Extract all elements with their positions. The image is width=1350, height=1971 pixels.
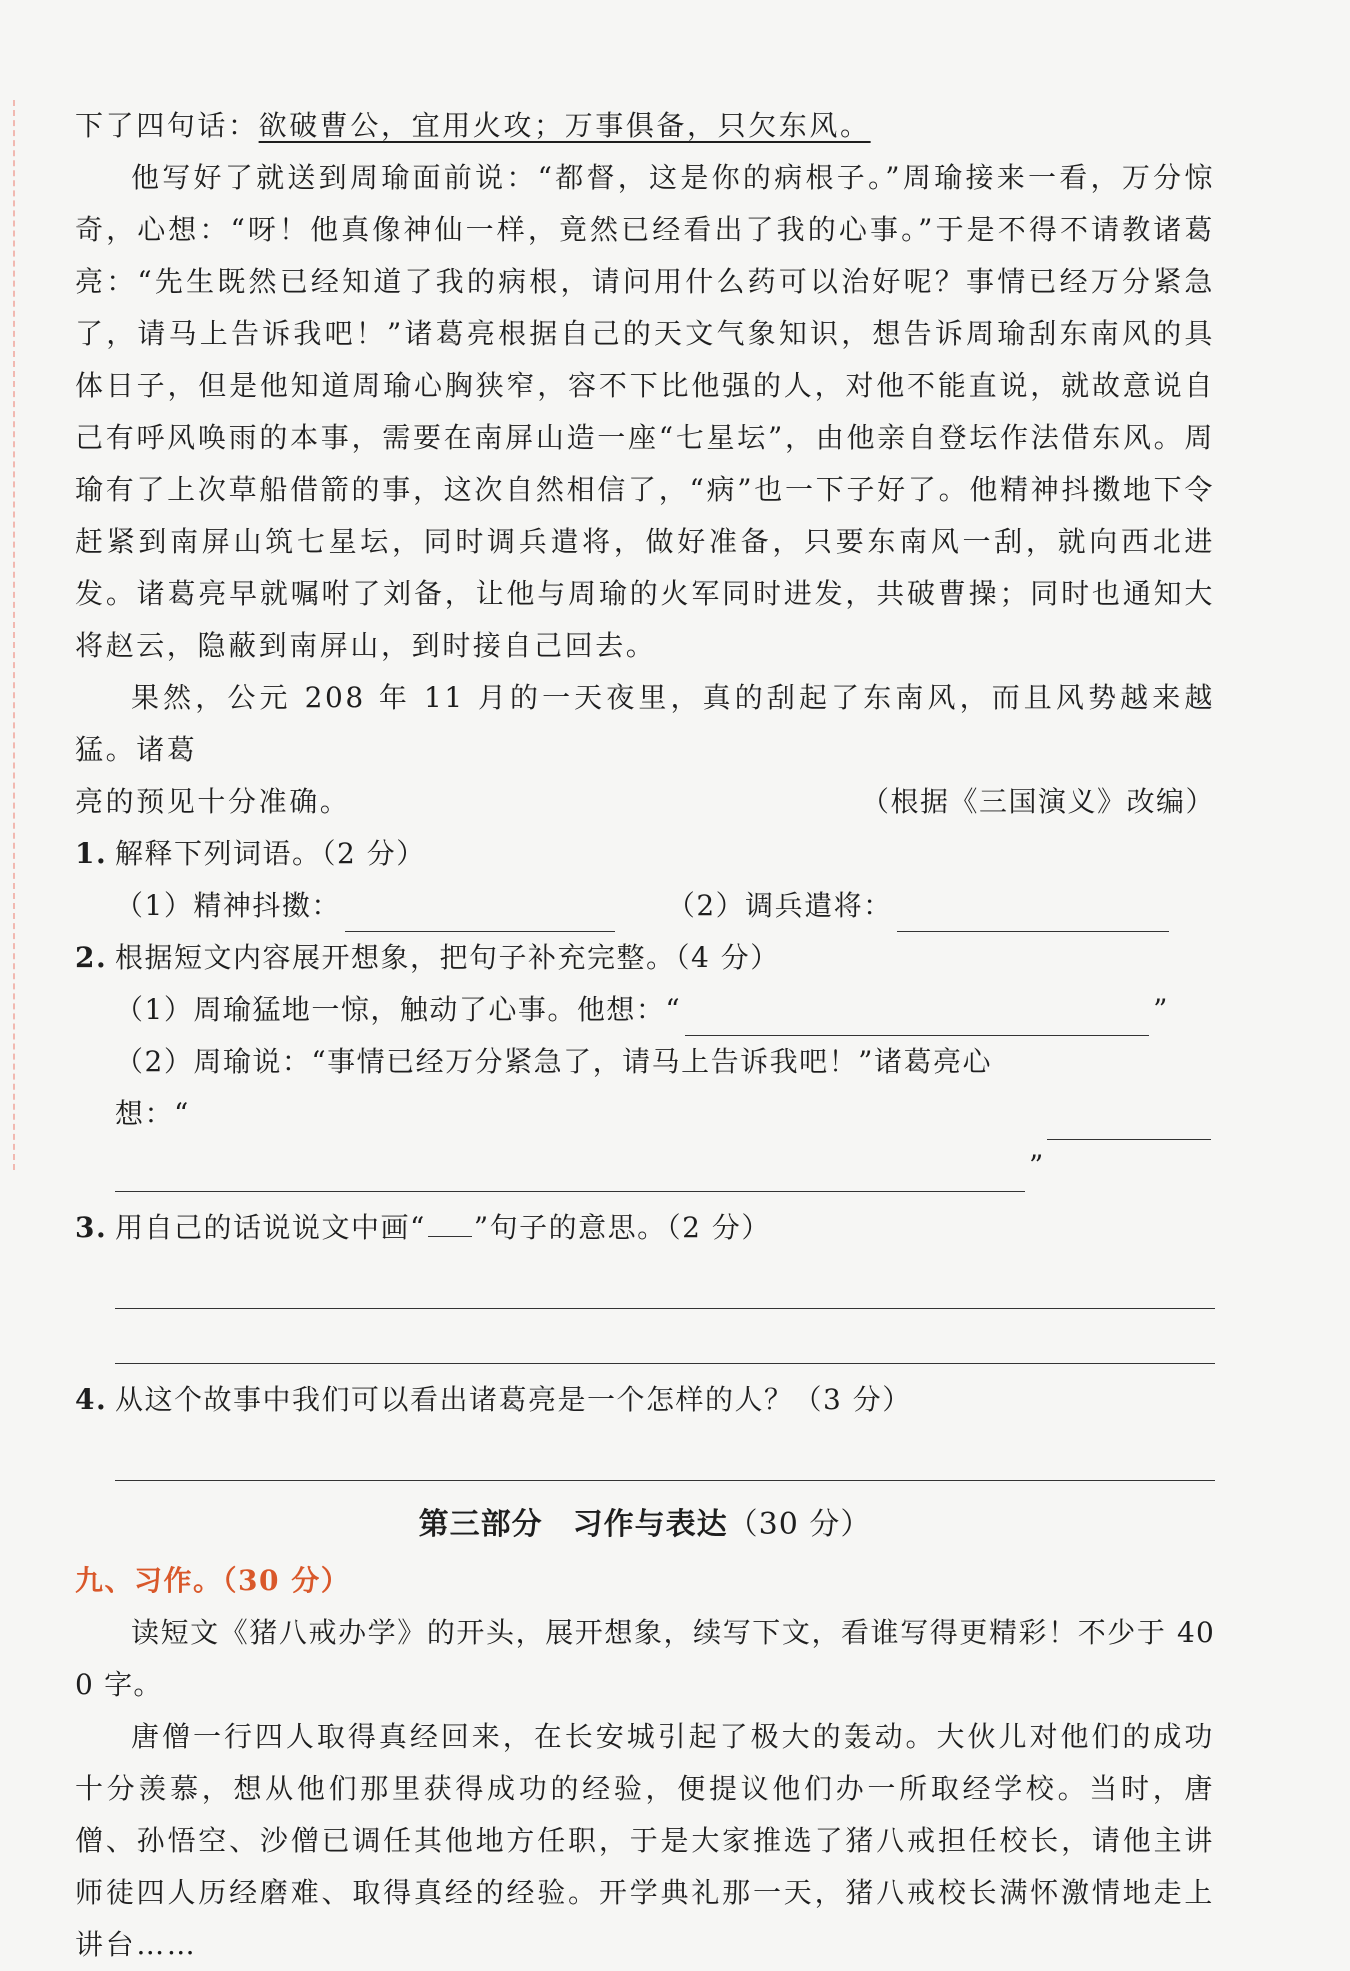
question-text-after: ”句子的意思。（2 分）	[473, 1211, 771, 1244]
q2-item-1-label: （1）周瑜猛地一惊，触动了心事。他想：“	[115, 993, 682, 1026]
q3-answer-line-1[interactable]	[115, 1254, 1215, 1309]
part-3-score: （30 分）	[727, 1507, 872, 1542]
question-number: 4.	[75, 1383, 108, 1416]
q2-item-1	[75, 984, 1215, 1036]
q2-item-2-blank-line-2[interactable]	[115, 1155, 1025, 1192]
worksheet-content	[75, 100, 1215, 1971]
composition-heading: 九、习作。（30 分）	[75, 1564, 351, 1597]
question-text-before: 用自己的话说说文中画“	[115, 1211, 426, 1244]
q2-item-2-label: （2）周瑜说：“事情已经万分紧急了，请马上告诉我吧！”诸葛亮心想：“	[115, 1045, 992, 1130]
part-3-title	[75, 1495, 1215, 1555]
story-paragraph-2: 他写好了就送到周瑜面前说：“都督，这是你的病根子。”周瑜接来一看，万分惊奇，心想：“呀！他真像神仙一样，竟然已经看出了我的心事。”于是不得不请教诸葛亮：“先生既然已经知道了我的病根，请问用什么药可以治好呢？事情已经万分紧急了，请马上告诉我吧！”诸葛亮根据自己的天文气象知识，想告诉周瑜刮东南风的具体日子，但是他知道周瑜心胸狭窄，容不下比他强的人，对他不能直说，就故意说自己有呼风唤雨的本事，需要在南屏山造一座“七星坛”，由他亲自登坛作法借东风。周瑜有了上次草船借箭的事，这次自然相信了，“病”也一下子好了。他精神抖擞地下令赶紧到南屏山筑七星坛，同时调兵遣将，做好准备，只要东南风一刮，就向西北进发。诸葛亮早就嘱咐了刘备，让他与周瑜的火军同时进发，共破曹操；同时也通知大将赵云，隐蔽到南屏山，到时接自己回去。	[75, 161, 1215, 662]
q2-item-2-blank[interactable]	[1047, 1103, 1211, 1140]
q2-item-1-closing-quote: ”	[1153, 993, 1169, 1026]
q1-item-2-label: （2）调兵遣将：	[666, 889, 893, 922]
story-paragraph-1	[75, 100, 1215, 152]
question-number: 3.	[75, 1211, 108, 1244]
question-text: 从这个故事中我们可以看出诸葛亮是一个怎样的人？（3 分）	[115, 1383, 912, 1416]
part-3-name: 习作与表达	[572, 1507, 728, 1542]
q2-item-2	[75, 1036, 1215, 1140]
story-paragraph-3: 果然，公元 208 年 11 月的一天夜里，真的刮起了东南风，而且风势越来越猛。诸葛	[75, 681, 1215, 766]
question-3	[75, 1202, 1215, 1254]
underline-mark-sample	[428, 1208, 472, 1237]
question-4	[75, 1374, 1215, 1426]
margin-dashed-line	[13, 100, 15, 1170]
q3-answer-line-2[interactable]	[115, 1309, 1215, 1364]
source-note: （根据《三国演义》改编）	[860, 785, 1215, 818]
question-text: 根据短文内容展开想象，把句子补充完整。（4 分）	[115, 941, 780, 974]
q1-item-1-label: （1）精神抖擞：	[115, 889, 341, 922]
composition-prompt: 读短文《猪八戒办学》的开头，展开想象，续写下文，看谁写得更精彩！不少于 400 字。	[75, 1616, 1215, 1701]
story-text: 下了四句话：	[75, 109, 259, 142]
question-1-subitems	[75, 880, 1215, 932]
q2-item-2-continued	[75, 1140, 1215, 1192]
underlined-sentence: 欲破曹公，宜用火攻；万事俱备，只欠东风。	[258, 109, 871, 142]
story-ending-text: 亮的预见十分准确。	[75, 785, 351, 818]
question-text: 解释下列词语。（2 分）	[115, 837, 426, 870]
question-2	[75, 932, 1215, 984]
question-1	[75, 828, 1215, 880]
q1-item-2-blank[interactable]	[897, 895, 1169, 932]
question-number: 1.	[75, 837, 108, 870]
composition-text: 唐僧一行四人取得真经回来，在长安城引起了极大的轰动。大伙儿对他们的成功十分羡慕，想从他们那里获得成功的经验，便提议他们办一所取经学校。当时，唐僧、孙悟空、沙僧已调任其他地方任职，于是大家推选了猪八戒担任校长，请他主讲师徒四人历经磨难、取得真经的经验。开学典礼那一天，猪八戒校长满怀激情地走上讲台……	[75, 1720, 1215, 1961]
q4-answer-line-1[interactable]	[115, 1426, 1215, 1481]
story-ending-line	[75, 776, 1215, 828]
q2-item-1-blank[interactable]	[685, 999, 1149, 1036]
q1-item-1-blank[interactable]	[345, 895, 615, 932]
question-number: 2.	[75, 941, 108, 974]
part-3-label: 第三部分	[418, 1507, 543, 1542]
q2-item-2-closing-quote: ”	[1029, 1149, 1045, 1182]
